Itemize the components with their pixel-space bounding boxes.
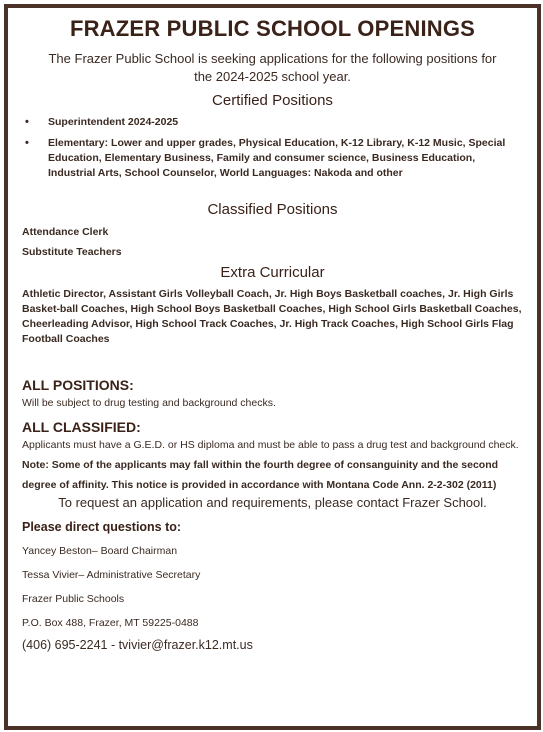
classified-item: Attendance Clerk [22,226,109,238]
list-item [25,136,523,181]
list-item [25,115,523,130]
all-classified-text: Applicants must have a G.E.D. or HS diploma and must be able to pass a drug test and background check. [22,439,519,451]
all-positions-heading: ALL POSITIONS: [22,377,134,393]
certified-item-text: Elementary: Lower and upper grades, Physical Education, K-12 Library, K-12 Music, Special Education, Elementary Business, Family and consumer science, Business Education, Industrial Arts, School Counselor, World Languages: Nakoda and other [48,137,506,179]
certified-item-text: Superintendent 2024-2025 [48,116,179,128]
phone-email: (406) 695-2241 - tvivier@frazer.k12.mt.us [22,638,253,652]
certified-list [22,115,523,181]
request-line: To request an application and requirements, please contact Frazer School. [58,495,487,510]
consanguinity-note: Note: Some of the applicants may fall within the fourth degree of consanguinity and the second degree of affinity. This notice is provided in accordance with Montana Code Ann. 2-2-302 (2011) [22,459,499,491]
extra-curricular-text: Athletic Director, Assistant Girls Volleyball Coach, Jr. High Boys Basketball coaches, Jr. High Girls Basket-ball Coaches, High School Boys Basketball Coaches, High School Girls Basketball Coaches, Cheerleading Advisor, High School Track Coaches, Jr. High Track Coaches, High School Girls Flag Football Coaches [22,288,522,345]
all-positions-text: Will be subject to drug testing and background checks. [22,397,276,409]
certified-heading: Certified Positions [212,92,333,109]
classified-heading: Classified Positions [207,201,338,218]
classified-item: Substitute Teachers [22,246,122,258]
extra-curricular-heading: Extra Curricular [220,264,325,281]
notice-content [8,16,537,652]
contact-item: Yancey Beston– Board Chairman [22,545,178,557]
page-title: FRAZER PUBLIC SCHOOL OPENINGS [69,16,476,41]
questions-heading: Please direct questions to: [22,520,182,534]
contact-item: P.O. Box 488, Frazer, MT 59225-0488 [22,617,199,629]
all-classified-heading: ALL CLASSIFIED: [22,419,141,435]
contact-item: Frazer Public Schools [22,593,125,605]
notice-frame [4,4,541,730]
contact-item: Tessa Vivier– Administrative Secretary [22,569,201,581]
intro-text: The Frazer Public School is seeking applications for the following positions for the 2024-2025 school year. [48,51,497,84]
bullet-icon: • [25,137,29,149]
bullet-icon: • [25,116,29,128]
